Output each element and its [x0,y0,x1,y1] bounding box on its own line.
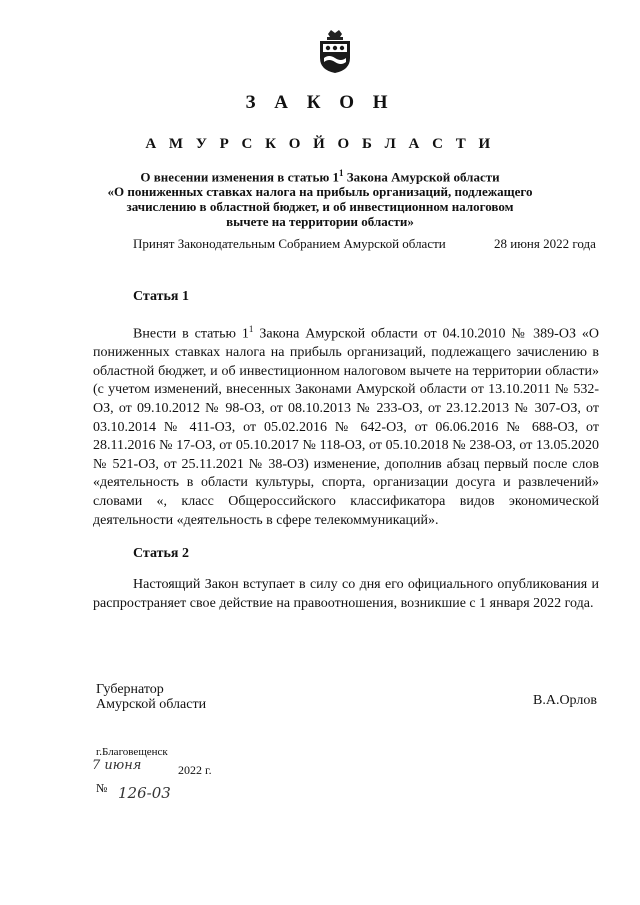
document-subtitle: А М У Р С К О Й О Б Л А С Т И [145,136,495,152]
article2-title: Статья 2 [133,546,189,561]
adopted-date: 28 июня 2022 года [494,236,596,251]
law-heading [0,166,640,229]
handwritten-date: 7 июня [92,758,142,773]
heading-line1-pre: О внесении изменения в статью 1 [140,169,339,185]
adopted-by: Принят Законодательным Собранием Амурской области [133,236,446,251]
article1-text-pre: Внести в статью 1 [133,326,249,342]
document-title: З А К О Н [245,92,395,113]
handwritten-number: 126-03 [118,784,171,802]
position-line2: Амурской области [96,697,207,712]
heading-line1-sup: 1 [339,168,344,178]
heading-line2: «О пониженных ставках налога на прибыль организаций, подлежащего [107,184,533,200]
article1-text-sup: 1 [248,324,254,334]
number-label: № [96,781,108,795]
signatory-position [96,682,206,712]
position-line1: Губернатор [96,682,164,697]
article1-text-post: Закона Амурской области от 04.10.2010 № 389-ОЗ «О пониженных ставках налога на прибыль организаций, подлежащего зачислению в областной бюджет, и об инвестиционном налоговом вычете на территории области» (с учетом изменений, внесенных Законами Амурской области от 13.10.2011 № 532-ОЗ, от 09.10.2012 № 98-ОЗ, от 08.10.2013 № 233-ОЗ, от 23.12.2013 № 307-ОЗ, от 03.10.2014 № 411-ОЗ, от 05.02.2016 № 642-ОЗ, от 06.06.2016 № 688-ОЗ, от 28.11.2016 № 17-ОЗ, от 05.10.2017 № 118-ОЗ, от 05.10.2018 № 238-ОЗ, от 13.05.2020 № 521-ОЗ, от 25.11.2021 № 38-ОЗ) изменение, дополнив абзац первый после слов «деятельность в области культуры, спорта, организации досуга и развлечений» словами «, класс Общероссийского классификатора видов экономической деятельности «деятельность в сфере телекоммуникаций». [93,326,599,528]
article2-text: Настоящий Закон вступает в силу со дня его официального опубликования и распространяет свое действие на правоотношения, возникшие с 1 января 2022 года. [93,577,599,611]
heading-line1-post: Закона Амурской области [343,169,500,185]
city: г.Благовещенск [96,746,168,758]
coat-of-arms-emblem [316,28,354,74]
article1-text [93,320,599,530]
signatory-name: В.А.Орлов [533,693,597,708]
article1-title: Статья 1 [133,289,189,304]
year: 2022 г. [178,763,212,777]
heading-line3: зачислению в областной бюджет, и об инвестиционном налоговом [126,199,514,215]
heading-line4: вычете на территории области» [226,214,414,230]
